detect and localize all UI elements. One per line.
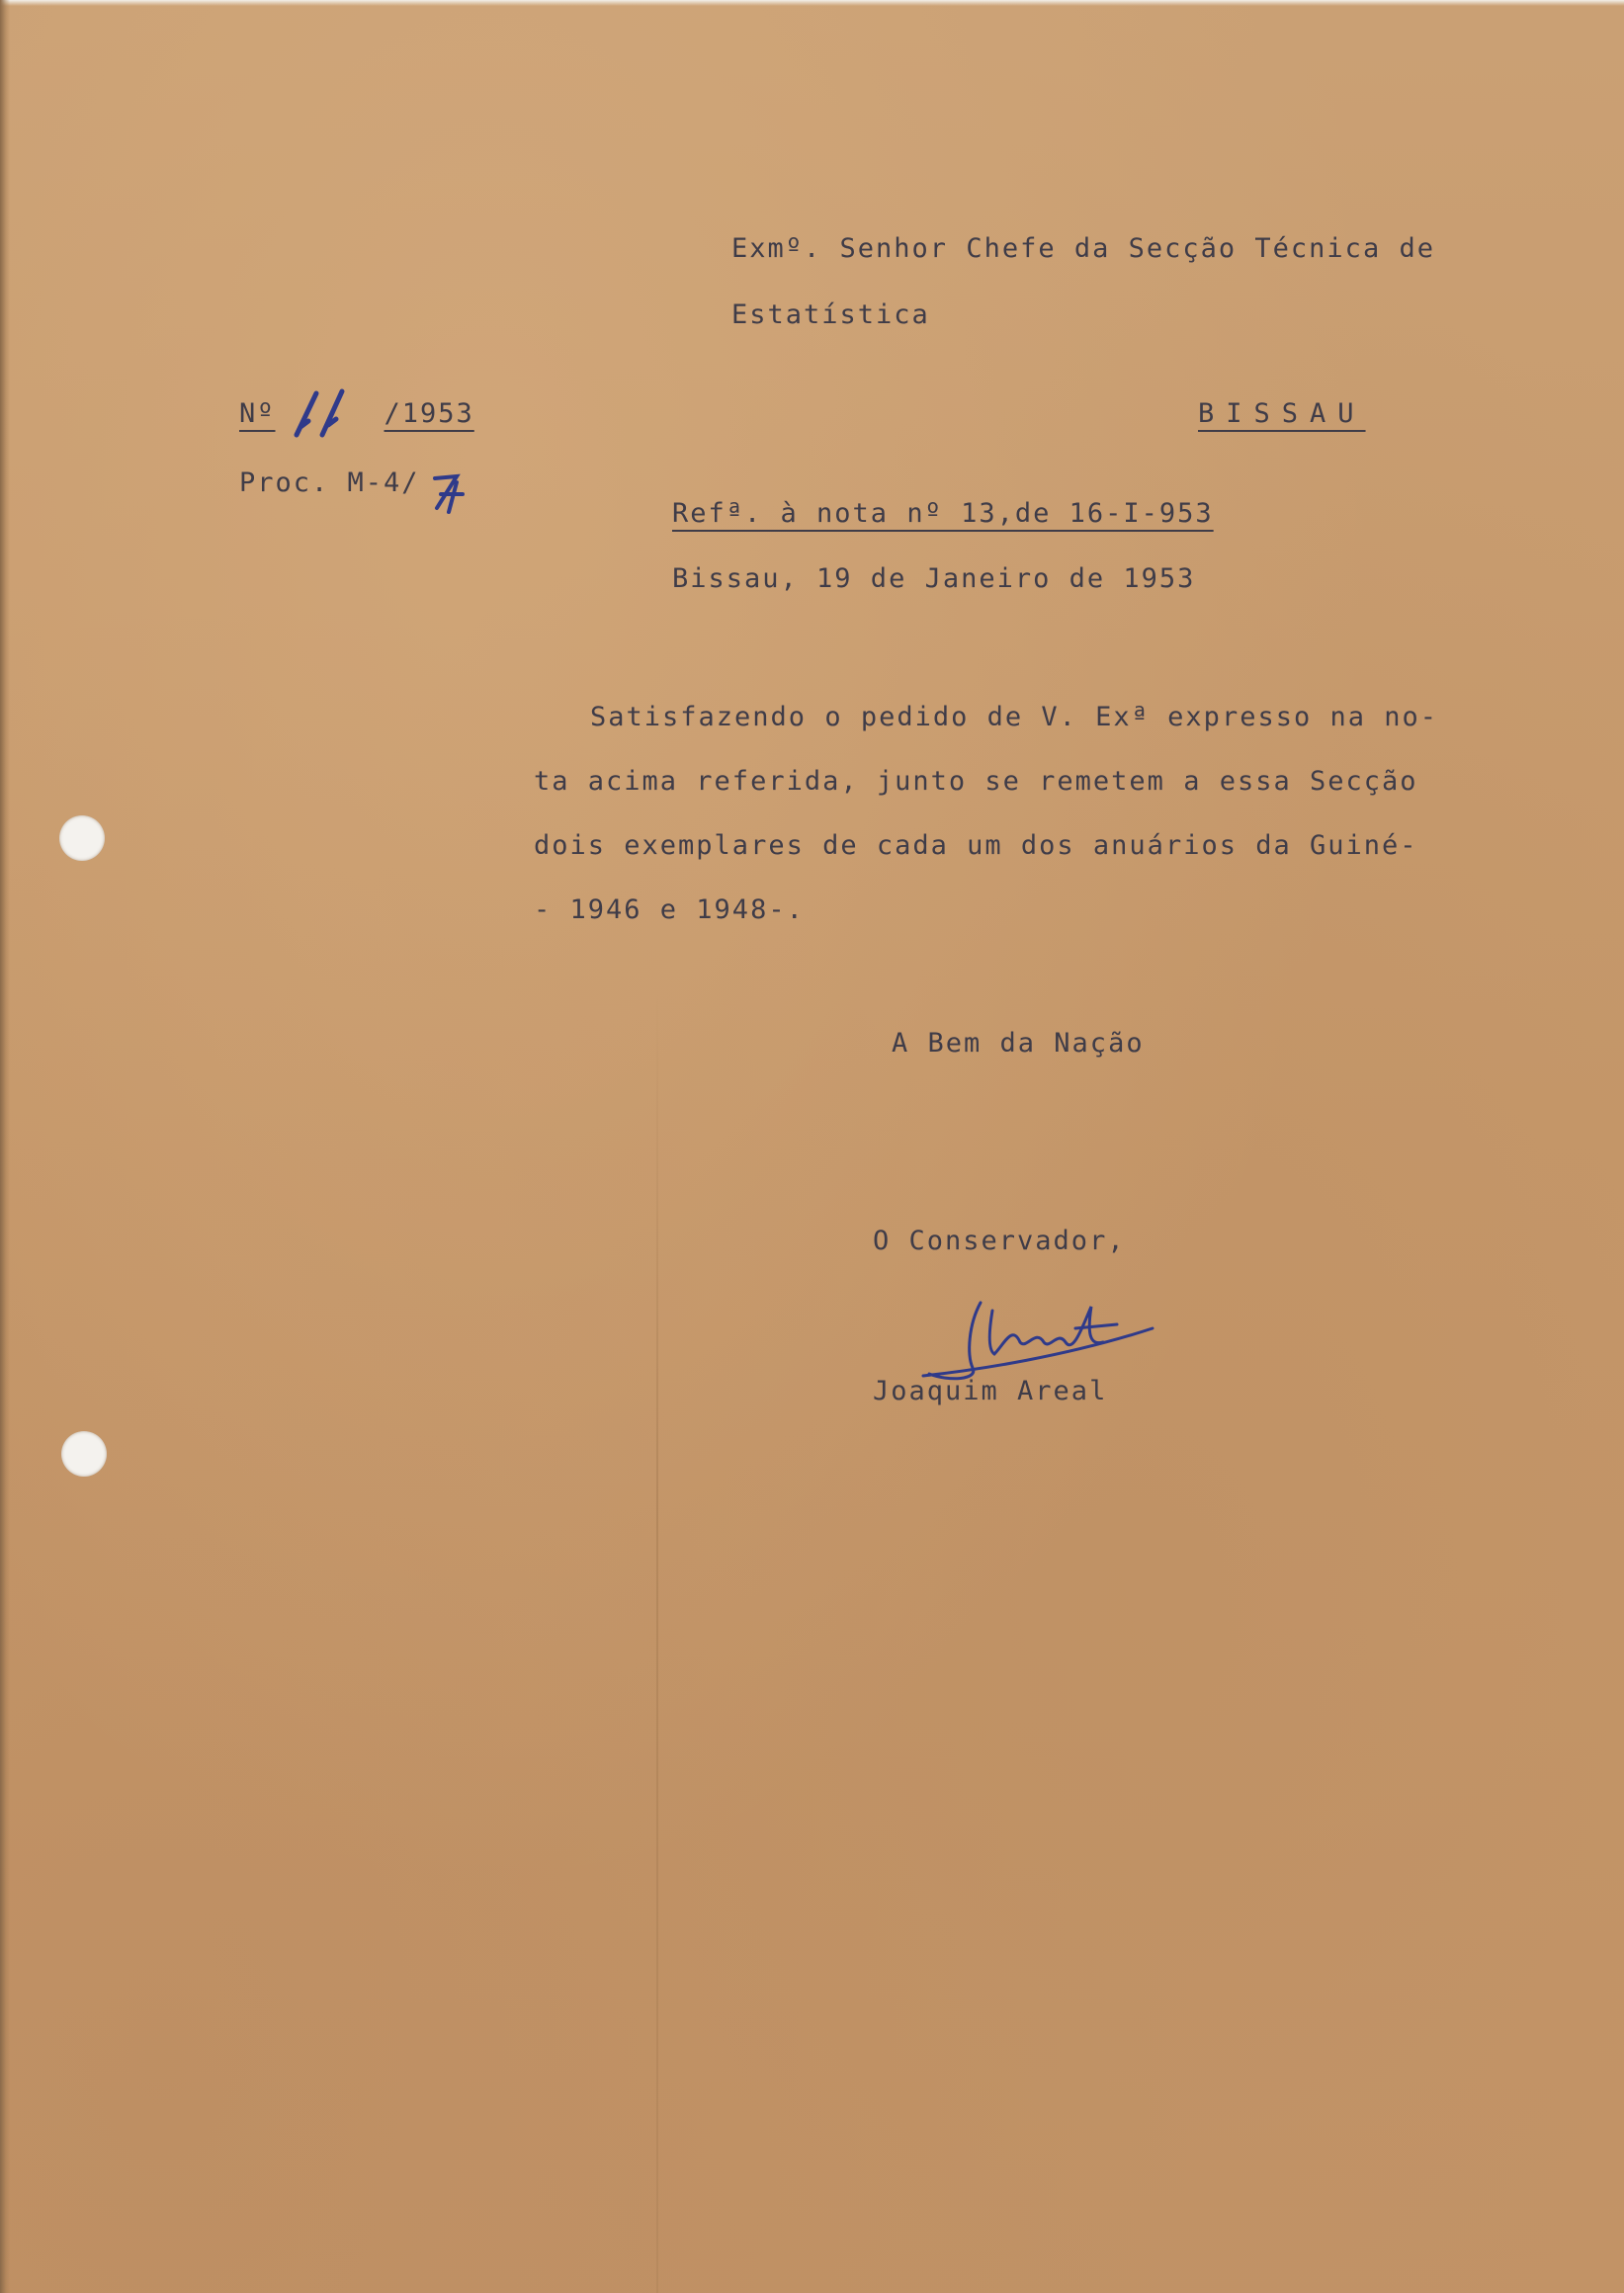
recipient-line-2: Estatística — [731, 299, 930, 330]
punch-hole-upper — [59, 815, 105, 861]
reference-number-year: /1953 — [384, 398, 474, 429]
paper-fold-crease — [656, 988, 658, 2293]
closing-salutation: A Bem da Nação — [892, 1028, 1145, 1059]
body-line-1: Satisfazendo o pedido de V. Exª expresso na no- — [590, 702, 1439, 732]
body-line-4: - 1946 e 1948-. — [534, 894, 805, 925]
reference-number-prefix: Nº — [239, 398, 276, 429]
date-line: Bissau, 19 de Janeiro de 1953 — [672, 563, 1196, 594]
paper-left-edge — [0, 0, 10, 2293]
city-heading: BISSAU — [1198, 398, 1366, 429]
signatory-name: Joaquim Areal — [873, 1376, 1108, 1406]
process-reference: Proc. M-4/ — [239, 467, 420, 498]
paper-top-edge — [0, 0, 1624, 6]
body-line-3: dois exemplares de cada um dos anuários da Guiné- — [534, 830, 1418, 861]
reference-number — [239, 398, 474, 429]
recipient-line-1: Exmº. Senhor Chefe da Secção Técnica de — [731, 233, 1435, 264]
handwritten-process-mark — [427, 468, 470, 514]
note-reference: Refª. à nota nº 13,de 16-I-953 — [672, 498, 1214, 529]
body-line-2: ta acima referida, junto se remetem a essa Secção — [534, 766, 1418, 797]
handwritten-number-mark — [279, 387, 356, 439]
signatory-title: O Conservador, — [873, 1226, 1126, 1256]
punch-hole-lower — [61, 1431, 107, 1477]
